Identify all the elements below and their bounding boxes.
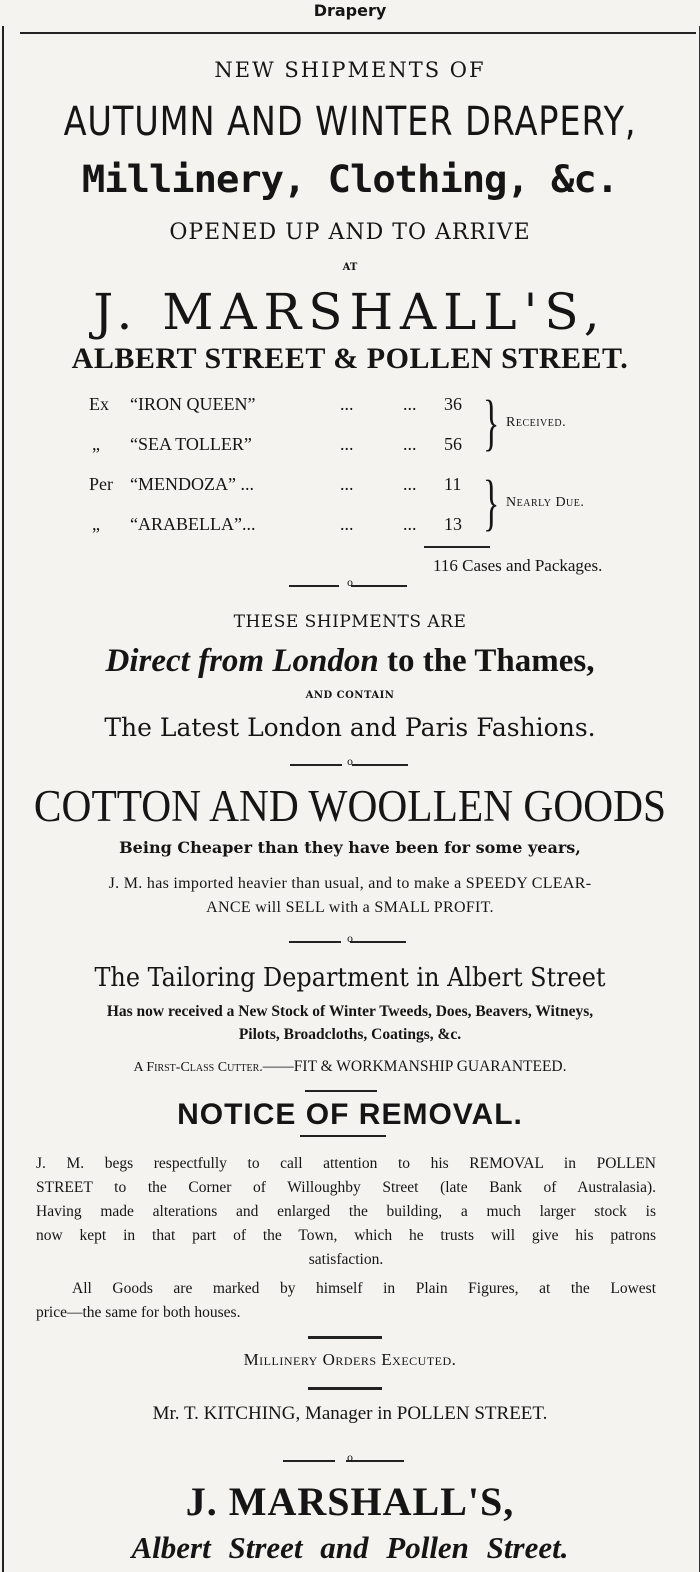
label-nearly-due: Nearly Due. [506,495,585,510]
footer-name: J. MARSHALL'S, [185,1479,515,1524]
ornament-divider [0,580,700,592]
header-rule [20,32,696,34]
tailoring-text-2: Pilots, Broadcloths, Coatings, &c. [238,1026,462,1043]
shipment-name: “MENDOZA” ... [130,474,254,494]
ornament-divider [0,1455,700,1467]
ornament-glyph: o [346,757,354,768]
direct-from-london [0,643,700,680]
ornament-divider [0,759,700,771]
total-rule [424,546,490,548]
imported-text-1: J. M. has imported heavier than usual, and to make a SPEEDY CLEAR- [108,875,592,892]
brace-received: } [483,389,500,457]
tailoring-title: The Tailoring Department in Albert Street [94,963,606,993]
shipment-dots: ... [403,474,417,494]
shipment-count: 56 [444,434,462,454]
thick-rule [308,1336,382,1339]
notice-rule [305,1090,377,1092]
millinery-orders [0,1350,700,1370]
direct-rest: to the Thames, [378,643,595,679]
paragraph-line: now kept in that part of the Town, which he trusts will give his patrons [36,1227,656,1244]
millinery-text: Millinery Orders Executed. [243,1350,457,1369]
ornament-glyph: o [346,1453,354,1464]
notice-rule [300,1135,386,1137]
shipment-count: 36 [444,394,462,414]
cheaper-subtitle: Being Cheaper than they have been for some years, [119,838,581,857]
paragraph-line: price—the same for both houses. [36,1304,241,1321]
ornament-glyph: o [346,934,354,945]
label-received: Received. [506,415,567,430]
tailoring-text-1: Has now received a New Stock of Winter Tweeds, Does, Beavers, Witneys, [106,1003,594,1020]
shipment-dots: ... [340,434,354,454]
imported-text-2: ANCE will SELL with a SMALL PROFIT. [206,899,494,916]
paragraph-line: STREET to the Corner of Willoughby Street (late Bank of Australasia). [36,1179,656,1196]
shipment-name: “IRON QUEEN” [130,394,256,414]
shipment-name: “SEA TOLLER” [130,434,252,454]
paragraph-line: J. M. begs respectfully to call attention to his REMOVAL in POLLEN [36,1155,656,1172]
plain-figures-paragraph [36,1277,656,1325]
ornament-divider [0,936,700,948]
shipment-prefix: „ [92,514,100,534]
total-cases: 116 Cases and Packages. [433,556,603,575]
shipment-prefix: Ex [89,394,109,414]
notice-title: NOTICE OF REMOVAL. [177,1098,523,1131]
cotton-woollen-title: COTTON AND WOOLLEN GOODS [33,781,667,831]
footer-address: Albert Street and Pollen Street. [131,1530,569,1565]
headline-opened-up: OPENED UP AND TO ARRIVE [169,220,531,245]
section-title: Drapery [313,1,387,20]
latest-fashions: The Latest London and Paris Fashions. [104,713,596,742]
removal-paragraph [36,1152,656,1272]
cutter-line [0,1058,700,1076]
headline-new-shipments: NEW SHIPMENTS OF [214,58,486,82]
and-contain: AND CONTAIN [305,690,395,701]
shipment-dots: ... [403,434,417,454]
paragraph-line: Having made alterations and enlarged the building, a much larger stock is [36,1203,656,1220]
left-border [2,26,4,1572]
shipments-are: THESE SHIPMENTS ARE [233,612,467,632]
headline-autumn-winter: AUTUMN AND WINTER DRAPERY, [63,99,637,145]
direct-italic: Direct from London [105,643,379,679]
shipment-dots: ... [340,514,354,534]
shipment-dots: ... [403,514,417,534]
headline-streets: ALBERT STREET & POLLEN STREET. [71,342,629,375]
headline-millinery: Millinery, Clothing, &c. [81,158,619,201]
headline-marshalls: J. MARSHALL'S, [93,283,607,341]
shipment-name: “ARABELLA”... [130,514,256,534]
cutter-text: A First-Class Cutter. [133,1060,263,1075]
guarantee-text: ——FIT & WORKMANSHIP GUARANTEED. [262,1058,567,1075]
brace-nearly-due: } [483,469,500,537]
shipment-count: 13 [444,514,462,534]
shipment-count: 11 [444,474,462,494]
paragraph-line: satisfaction. [308,1251,384,1268]
thick-rule [308,1387,382,1390]
shipment-prefix: Per [89,474,113,494]
manager-line: Mr. T. KITCHING, Manager in POLLEN STREET. [152,1403,548,1424]
paragraph-line: All Goods are marked by himself in Plain Figures, at the Lowest [72,1280,656,1297]
headline-at: AT [342,262,358,273]
shipment-dots: ... [340,474,354,494]
shipment-dots: ... [403,394,417,414]
ornament-glyph: o [346,578,354,589]
shipment-prefix: „ [92,434,100,454]
shipment-dots: ... [340,394,354,414]
